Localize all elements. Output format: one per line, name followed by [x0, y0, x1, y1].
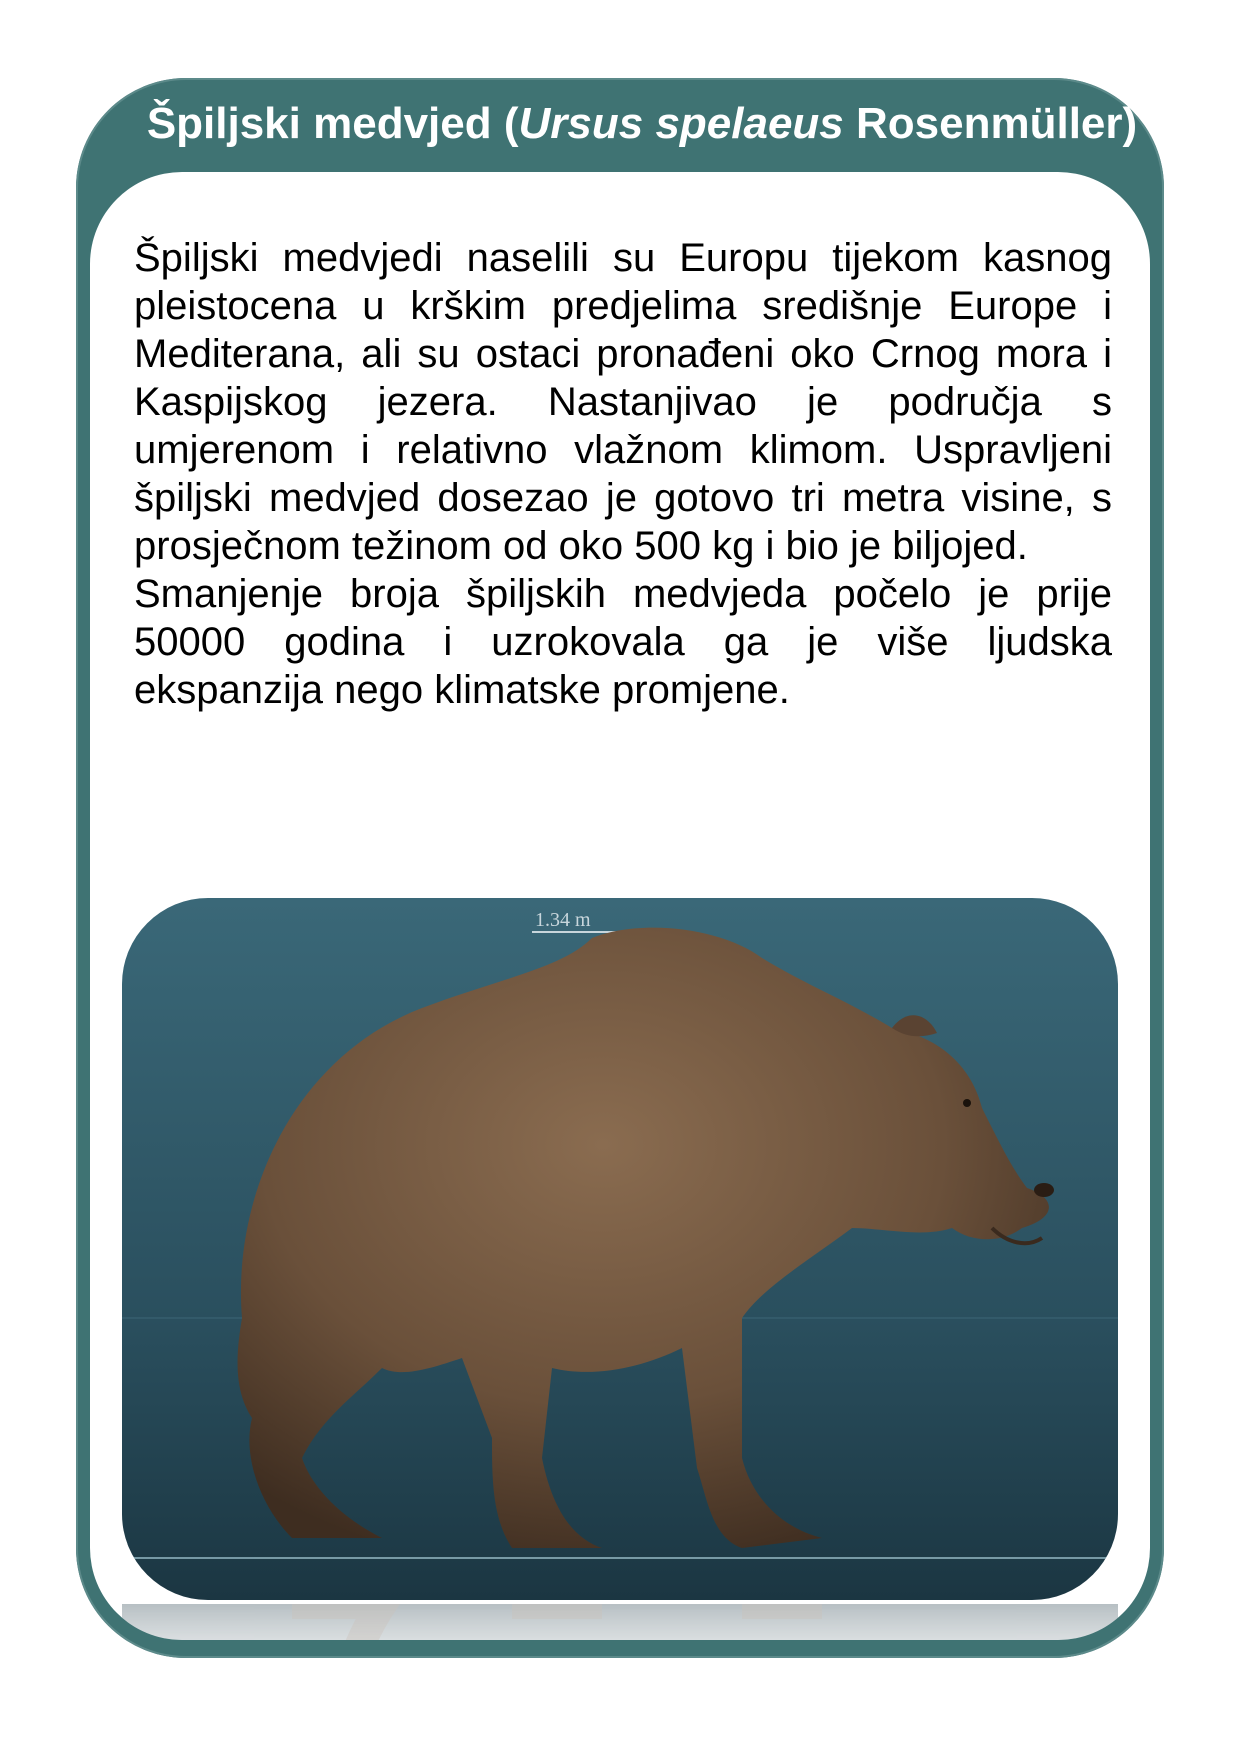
title-latin-name: Ursus spelaeus: [518, 99, 844, 148]
title-prefix: Špiljski medvjed (: [146, 99, 519, 148]
cave-bear-illustration: [122, 898, 1118, 1600]
title-suffix: Rosenmüller): [843, 99, 1138, 148]
description-paragraph-1: Špiljski medvjedi naselili su Europu tijekom kasnog pleistocena u krškim predjelima središnje Europe i Mediterana, ali su ostaci pronađeni oko Crnog mora i Kaspijskog jezera. Nastanjivao je područja s umjerenom i relativno vlažnom klimom. Uspravljeni špiljski medvjed dosezao je gotovo tri metra visine, s prosječnom težinom od oko 500 kg i bio je biljojed.: [134, 236, 1112, 568]
illustration-reflection: [122, 1604, 1118, 1640]
cave-bear-image: [122, 898, 1118, 1600]
info-card: [76, 78, 1164, 1658]
description-paragraph-2: Smanjenje broja špiljskih medvjeda počelo je prije 50000 godina i uzrokovala ga je više ljudska ekspanzija nego klimatske promjene.: [134, 572, 1112, 712]
scale-label: 1.34 m: [535, 909, 591, 931]
reflection-image: [122, 1604, 1118, 1640]
description-text: [134, 234, 1112, 714]
content-panel: [90, 172, 1150, 1640]
card-title: [76, 98, 1164, 151]
